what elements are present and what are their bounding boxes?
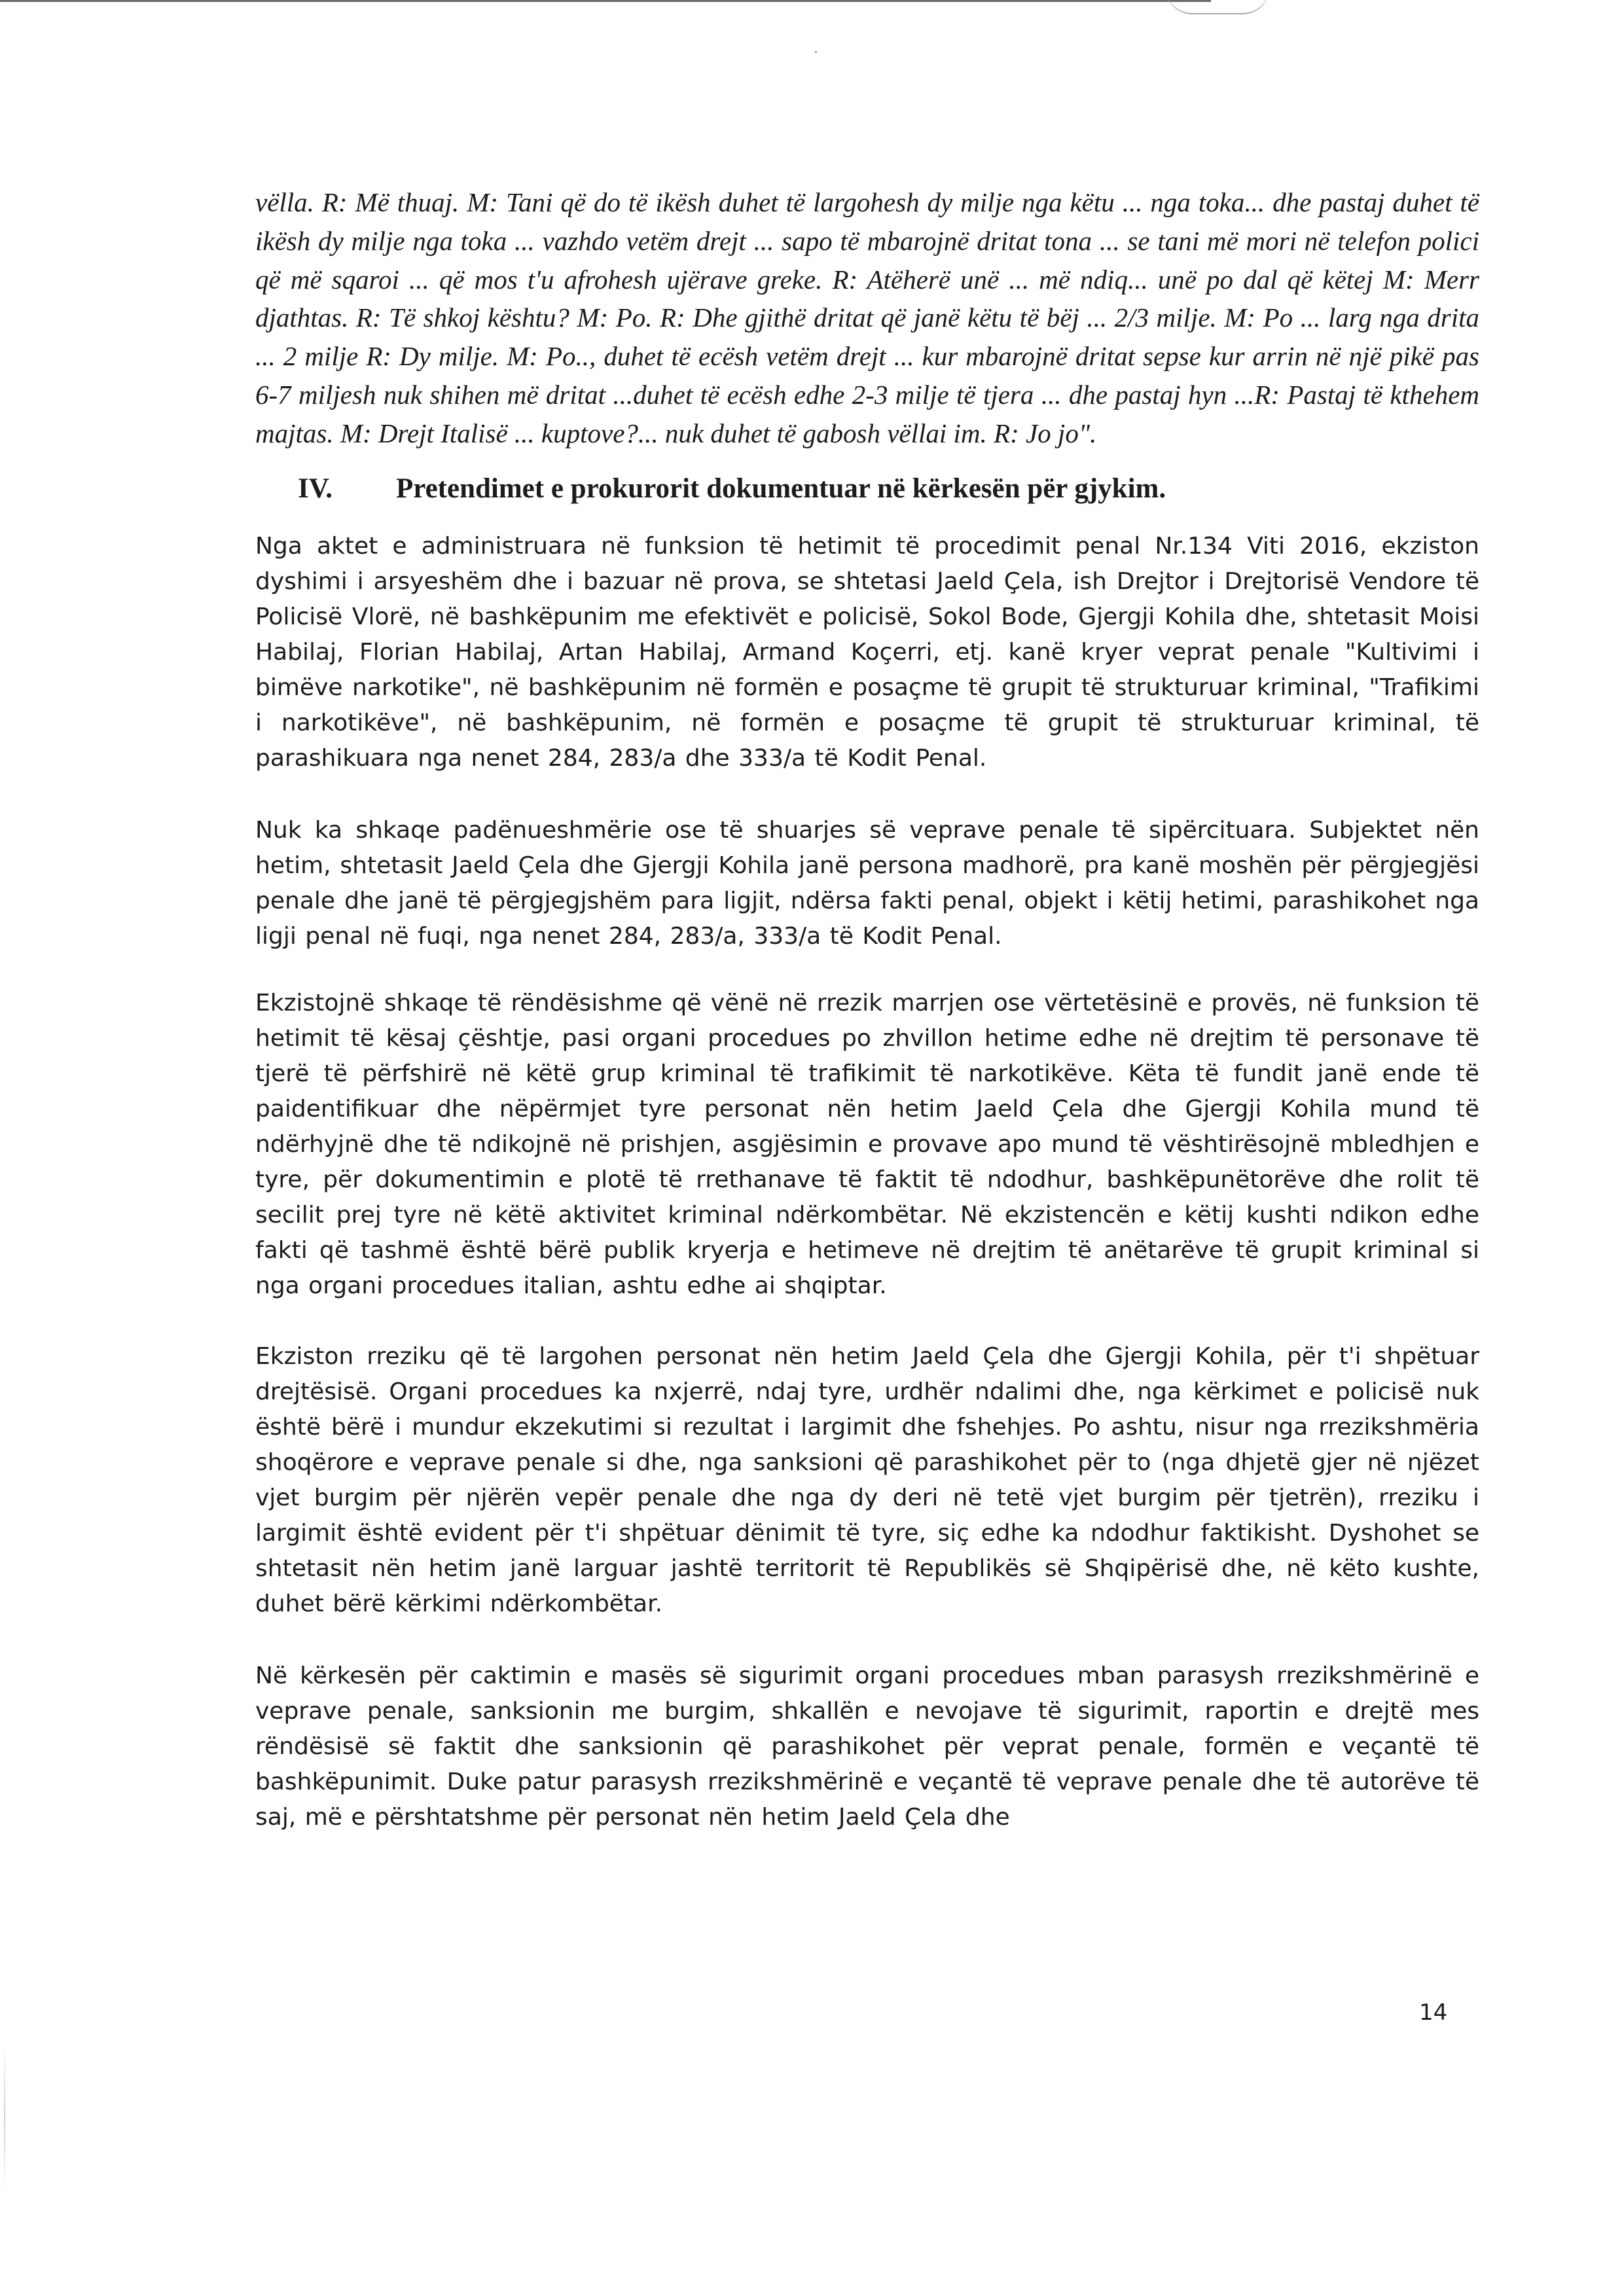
section-title: Pretendimet e prokurorit dokumentuar në kërkesën për gjykim. — [396, 473, 1166, 504]
document-body — [255, 183, 1479, 1835]
scan-left-edge — [4, 2042, 5, 2193]
paragraph: Në kërkesën për caktimin e masës së sigurimit organi procedues mban parasysh rrezikshmërinë e veprave penale, sanksionin me burgim, shkallën e nevojave të sigurimit, raportin e drejtë mes rëndësisë së faktit dhe sanksionin që parashikohet për veprat penale, formën e veçantë të bashkëpunimit. Duke patur parasysh rrezikshmërinë e veçantë të veprave penale dhe të autorëve të saj, më e përshtatshme për personat nën hetim Jaeld Çela dhe — [255, 1662, 1479, 1831]
transcript-quote: vëlla. R: Më thuaj. M: Tani që do të ikësh duhet të largohesh dy milje nga këtu ... nga toka... dhe pastaj duhet të ikësh dy milje nga toka ... vazhdo vetëm drejt ... sapo të mbarojnë dritat tona ... se tani më mori në telefon polici që më sqaroi ... që mos t'u afrohesh ujërave greke. R: Atëherë unë ... më ndiq... unë po dal që këtej M: Merr djathtas. R: Të shkoj kështu? M: Po. R: Dhe gjithë dritat që janë këtu të bëj ... 2/3 milje. M: Po ... larg nga drita ... 2 milje R: Dy milje. M: Po.., duhet të ecësh vetëm drejt ... kur mbarojnë dritat sepse kur arrin në një pikë pas 6-7 miljesh nuk shihen më dritat ...duhet të ecësh edhe 2-3 milje të tjera ... dhe pastaj hyn ...R: Pastaj të kthehem majtas. M: Drejt Italisë ... kuptove?... nuk duhet të gabosh vëllai im. R: Jo jo". — [255, 187, 1479, 448]
section-heading — [298, 473, 1479, 513]
scan-edge-mark — [1165, 0, 1270, 14]
paragraph: Nuk ka shkaqe padënueshmërie ose të shuarjes së veprave penale të sipërcituara. Subjektet nën hetim, shtetasit Jaeld Çela dhe Gjergji Kohila janë persona madhorë, pra kanë moshën për përgjegjësi penale dhe janë të përgjegjshëm para ligjit, ndërsa fakti penal, objekt i këtij hetimi, parashikohet nga ligji penal në fuqi, nga nenet 284, 283/a, 333/a të Kodit Penal. — [255, 816, 1479, 950]
page-number: 14 — [1419, 2000, 1448, 2026]
paragraph: Ekziston rreziku që të largohen personat nën hetim Jaeld Çela dhe Gjergji Kohila, për t'i shpëtuar drejtësisë. Organi procedues ka nxjerrë, ndaj tyre, urdhër ndalimi dhe, nga kërkimet e policisë nuk është bërë i mundur ekzekutimi si rezultat i largimit dhe fshehjes. Po ashtu, nisur nga rrezikshmëria shoqërore e veprave penale si dhe, nga sanksioni që parashikohet për to (nga dhjetë gjer në njëzet vjet burgim për njërën vepër penale dhe nga dy deri në tetë vjet burgim për tjetrën), rreziku i largimit është evident për t'i shpëtuar dënimit të tyre, siç edhe ka ndodhur faktikisht. Dyshohet se shtetasit nën hetim janë larguar jashtë territorit të Republikës së Shqipërisë dhe, në këto kushte, duhet bërë kërkimi ndërkombëtar. — [255, 1342, 1479, 1617]
scan-top-edge — [0, 0, 1211, 2]
scan-speck — [815, 51, 817, 53]
section-number: IV. — [298, 473, 333, 504]
paragraph: Ekzistojnë shkaqe të rëndësishme që vënë në rrezik marrjen ose vërtetësinë e provës, në funksion të hetimit të kësaj çështje, pasi organi procedues po zhvillon hetime edhe në drejtim të personave të tjerë të përfshirë në këtë grup kriminal të trafikimit të narkotikëve. Këta të fundit janë ende të paidentifikuar dhe nëpërmjet tyre personat nën hetim Jaeld Çela dhe Gjergji Kohila mund të ndërhyjnë dhe të ndikojnë në prishjen, asgjësimin e provave apo mund të vështirësojnë mbledhjen e tyre, për dokumentimin e plotë të rrethanave të faktit të ndodhur, bashkëpunëtorëve dhe rolit të secilit prej tyre në këtë aktivitet kriminal ndërkombëtar. Në ekzistencën e këtij kushti ndikon edhe fakti që tashmë është bërë publik kryerja e hetimeve në drejtim të anëtarëve të grupit kriminal si nga organi procedues italian, ashtu edhe ai shqiptar. — [255, 989, 1479, 1299]
paragraph: Nga aktet e administruara në funksion të hetimit të procedimit penal Nr.134 Viti 2016, ekziston dyshimi i arsyeshëm dhe i bazuar në prova, se shtetasi Jaeld Çela, ish Drejtor i Drejtorisë Vendore të Policisë Vlorë, në bashkëpunim me efektivët e policisë, Sokol Bode, Gjergji Kohila dhe, shtetasit Moisi Habilaj, Florian Habilaj, Artan Habilaj, Armand Koçerri, etj. kanë kryer veprat penale "Kultivimi i bimëve narkotike", në bashkëpunim në formën e posaçme të grupit të strukturuar kriminal, "Trafikimi i narkotikëve", në bashkëpunim, në formën e posaçme të grupit të strukturuar kriminal, të parashikuara nga nenet 284, 283/a dhe 333/a të Kodit Penal. — [255, 532, 1479, 772]
